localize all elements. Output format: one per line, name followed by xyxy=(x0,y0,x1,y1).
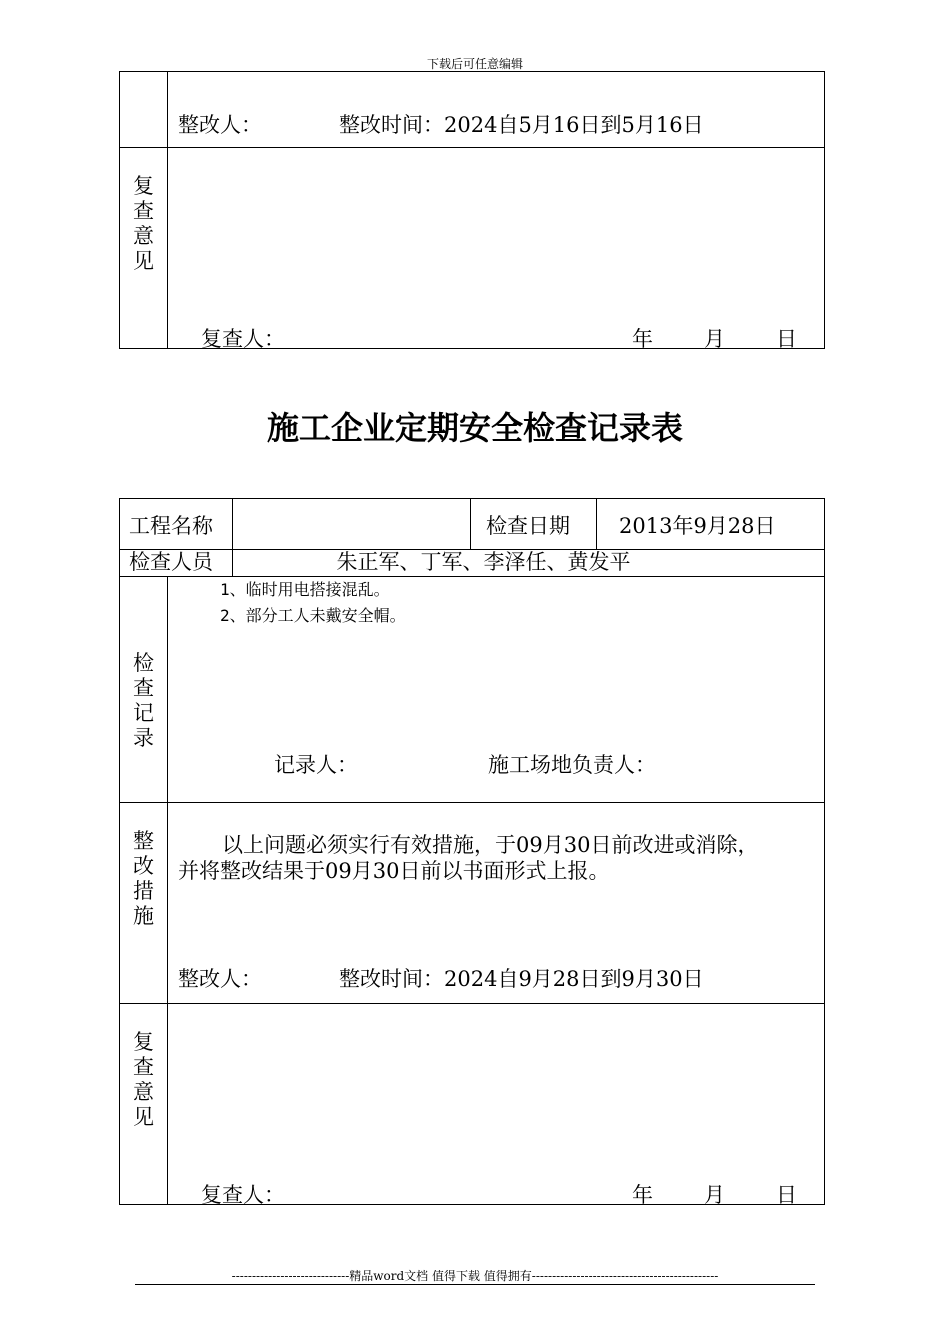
measures-label: 整改措施 xyxy=(133,829,154,928)
top-review-label: 复查意见 xyxy=(133,174,154,273)
review-label: 复查意见 xyxy=(133,1030,154,1129)
measures-line-1: 以上问题必须实行有效措施，于09月30日前改进或消除， xyxy=(222,833,759,857)
record-item: 2、部分工人未戴安全帽。 xyxy=(220,606,406,625)
rectifier-label: 整改人： xyxy=(178,967,262,991)
reviewer-label: 复查人： xyxy=(201,1183,285,1207)
project-name-value-cell xyxy=(233,499,471,550)
top-rectify-cell xyxy=(168,72,825,148)
site-manager-label: 施工场地负责人： xyxy=(488,753,656,777)
review-label-cell xyxy=(120,1004,168,1205)
top-reviewer-label: 复查人： xyxy=(201,327,285,351)
inspectors-value: 朱正军、丁军、李泽任、黄发平 xyxy=(336,550,631,574)
project-name-label-cell xyxy=(120,499,233,550)
top-rectify-label-cell xyxy=(120,72,168,148)
inspection-form-table xyxy=(119,498,825,1205)
inspectors-value-cell xyxy=(233,550,825,577)
measures-content-cell xyxy=(168,803,825,1004)
check-date-value: 2013年9月28日 xyxy=(619,514,776,538)
measures-label-cell xyxy=(120,803,168,1004)
check-date-label: 检查日期 xyxy=(486,514,570,538)
footer-divider xyxy=(135,1284,815,1285)
rectify-time: 整改时间：2024自9月28日到9月30日 xyxy=(339,967,704,991)
page-title: 施工企业定期安全检查记录表 xyxy=(266,409,683,447)
top-month: 月 xyxy=(704,327,725,351)
check-date-label-cell xyxy=(471,499,597,550)
record-label-cell xyxy=(120,577,168,803)
review-month: 月 xyxy=(704,1183,725,1207)
recorder-label: 记录人： xyxy=(274,753,358,777)
record-label: 检查记录 xyxy=(133,651,154,750)
check-date-value-cell xyxy=(597,499,825,550)
top-review-label-cell xyxy=(120,148,168,349)
review-content-cell xyxy=(168,1004,825,1205)
record-item: 1、临时用电搭接混乱。 xyxy=(220,580,390,599)
inspectors-label: 检查人员 xyxy=(129,550,213,574)
top-review-cell xyxy=(168,148,825,349)
measures-line-2: 并将整改结果于09月30日前以书面形式上报。 xyxy=(178,859,610,883)
top-day: 日 xyxy=(776,327,797,351)
top-rectifier-label: 整改人： xyxy=(178,113,262,137)
record-content-cell xyxy=(168,577,825,803)
top-continuation-table xyxy=(119,71,825,349)
footer-text: -----------------------------精品word文档 值得下载 值得拥有---------------------------------------------- xyxy=(231,1269,719,1283)
inspectors-label-cell xyxy=(120,550,233,577)
review-day: 日 xyxy=(776,1183,797,1207)
top-year: 年 xyxy=(632,327,653,351)
review-year: 年 xyxy=(632,1183,653,1207)
header-note: 下载后可任意编辑 xyxy=(426,57,523,71)
project-name-label: 工程名称 xyxy=(129,514,213,538)
top-rectify-time: 整改时间：2024自5月16日到5月16日 xyxy=(339,113,704,137)
project-name-value xyxy=(233,499,470,510)
